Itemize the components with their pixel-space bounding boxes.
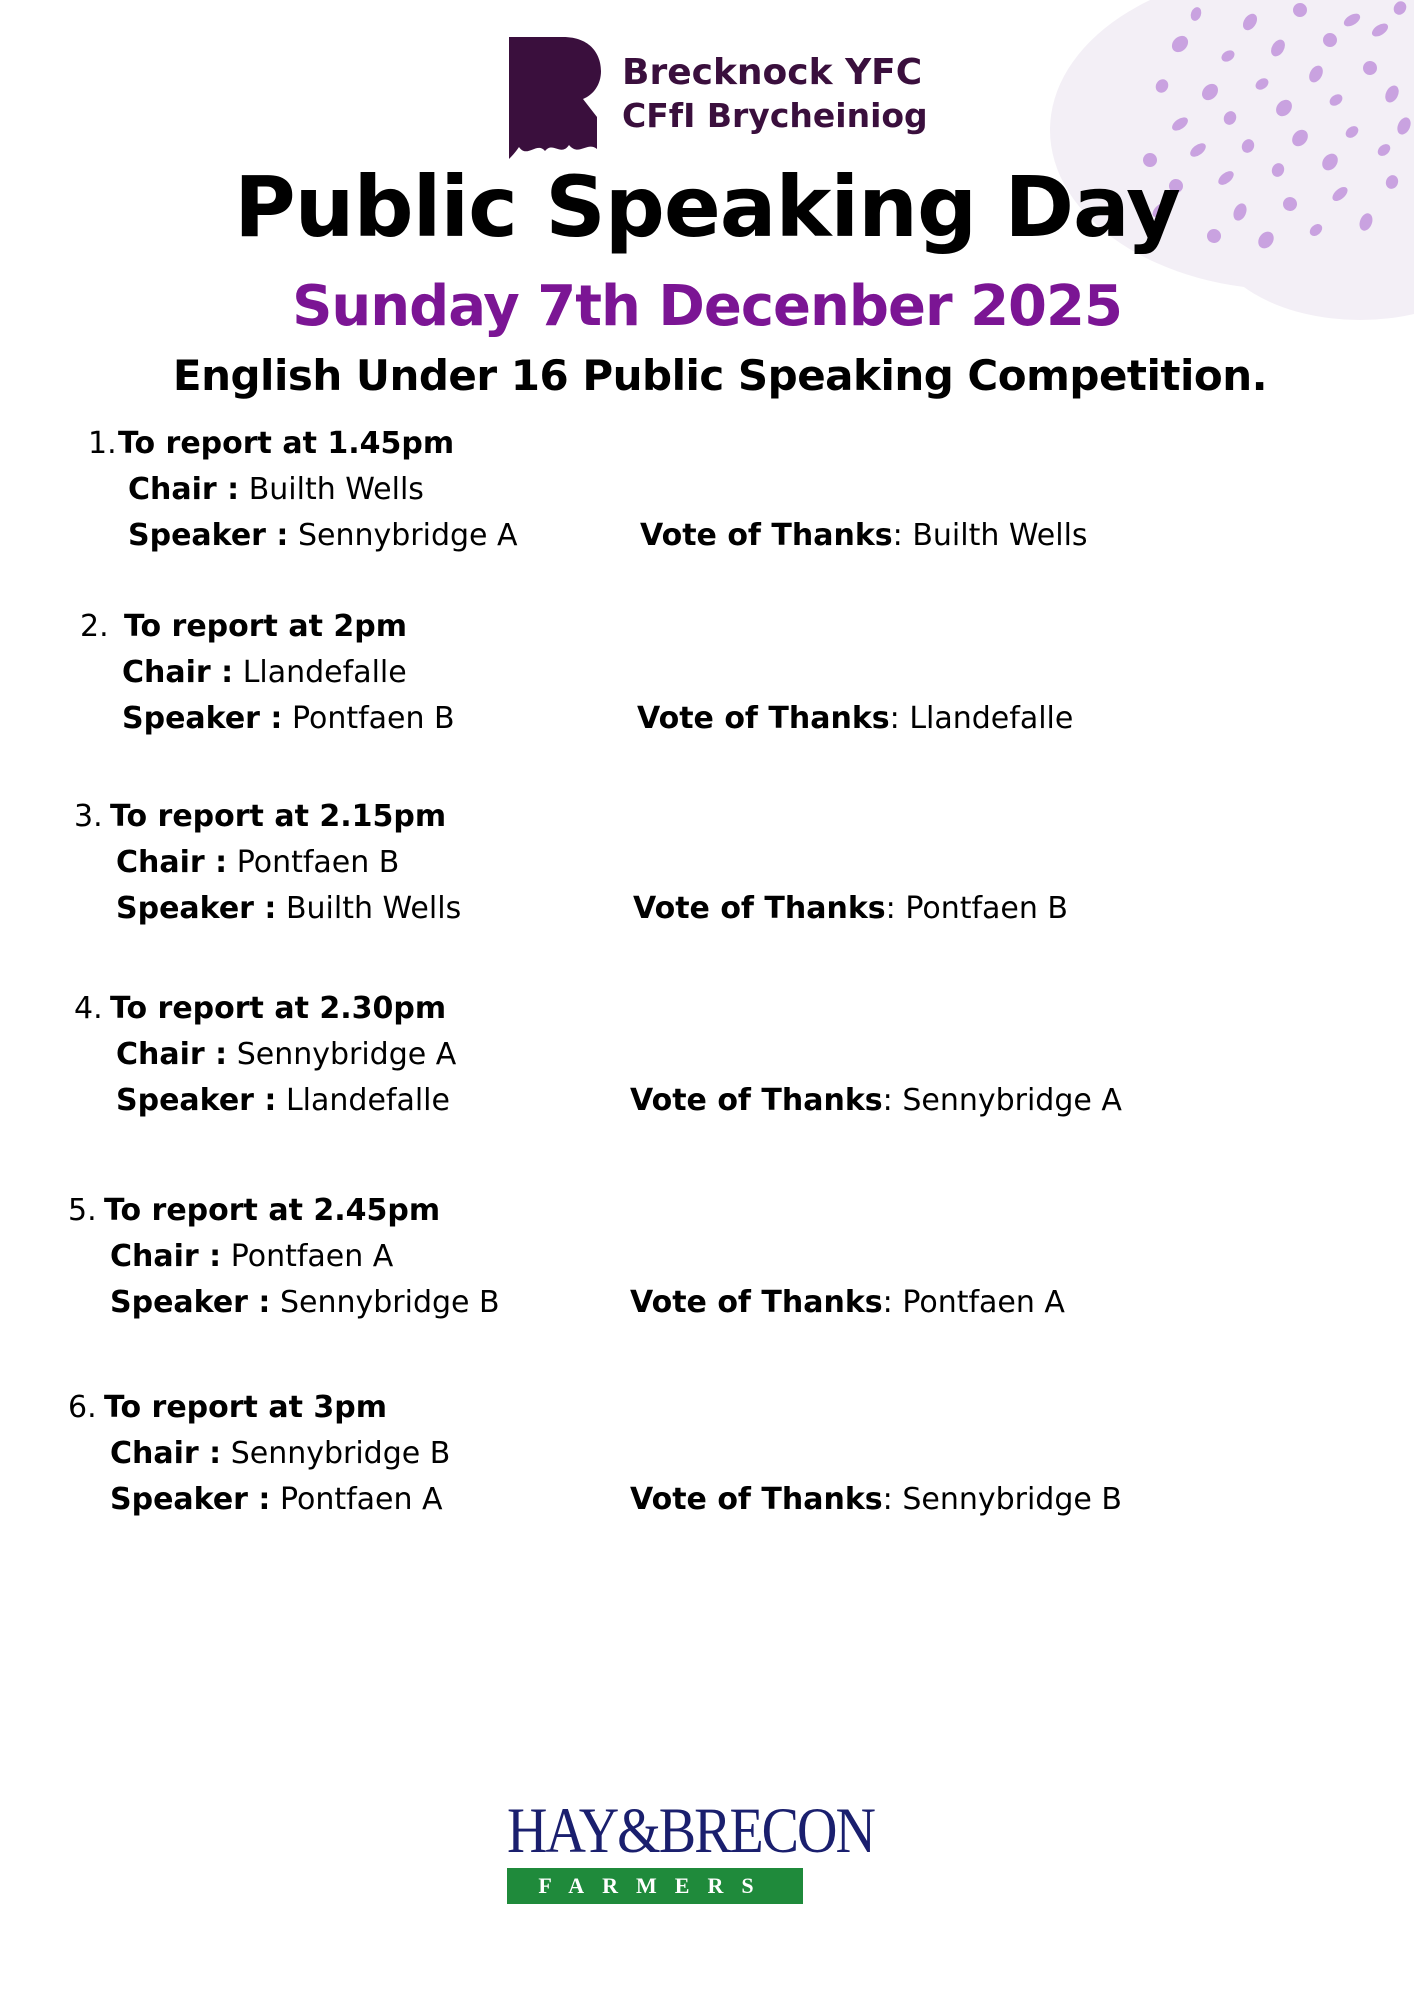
vote-separator: :: [889, 701, 910, 736]
slot-number: 3.: [74, 799, 103, 834]
slot-report-time: To report at 2.15pm: [110, 799, 447, 834]
page-title: Public Speaking Day: [234, 158, 1180, 256]
vote-club: Pontfaen A: [902, 1285, 1065, 1320]
speaker-club: Pontfaen B: [291, 701, 455, 736]
vote-club: Sennybridge A: [902, 1083, 1122, 1118]
speaker-club: Pontfaen A: [279, 1482, 443, 1517]
chair-club: Pontfaen A: [230, 1239, 394, 1274]
sponsor-band: FARMERS: [507, 1868, 803, 1904]
sponsor-logo: [507, 1784, 874, 1904]
chair-label: Chair :: [110, 1239, 222, 1274]
speaker-label: Speaker :: [122, 701, 283, 736]
vote-label: Vote of Thanks: [633, 891, 886, 926]
vote-separator: :: [882, 1083, 903, 1118]
slot-number: 2.: [80, 609, 109, 644]
vote-label: Vote of Thanks: [630, 1482, 883, 1517]
slot-speaker: [128, 513, 518, 559]
speaker-club: Sennybridge B: [279, 1285, 500, 1320]
slot-report-time: To report at 3pm: [104, 1390, 387, 1425]
slot-report-time: To report at 2pm: [124, 609, 407, 644]
chair-label: Chair :: [110, 1436, 222, 1471]
vote-separator: :: [892, 518, 913, 553]
chair-club: Sennybridge B: [230, 1436, 451, 1471]
speaker-club: Llandefalle: [285, 1083, 450, 1118]
vote-label: Vote of Thanks: [630, 1083, 883, 1118]
vote-separator: :: [882, 1285, 903, 1320]
slot-report-time: To report at 2.30pm: [110, 991, 447, 1026]
speaker-club: Sennybridge A: [297, 518, 518, 553]
slot-vote-of-thanks: [630, 1078, 1122, 1124]
vote-separator: :: [885, 891, 906, 926]
slot-chair: [116, 840, 399, 886]
vote-club: Llandefalle: [909, 701, 1074, 736]
org-name-english: Brecknock YFC: [622, 52, 923, 93]
slot-chair: [110, 1234, 393, 1280]
organisation-name: [622, 50, 928, 136]
chair-label: Chair :: [128, 472, 240, 507]
sponsor-name: HAY&BRECON: [507, 1795, 874, 1867]
speaker-label: Speaker :: [128, 518, 289, 553]
chair-club: Sennybridge A: [236, 1037, 457, 1072]
slot-chair: [110, 1431, 450, 1477]
speaker-label: Speaker :: [110, 1482, 271, 1517]
speaker-club: Builth Wells: [285, 891, 462, 926]
vote-club: Sennybridge B: [902, 1482, 1122, 1517]
slot-speaker: [122, 696, 455, 742]
slot-chair: [116, 1032, 456, 1078]
chair-club: Pontfaen B: [236, 845, 400, 880]
slot-number: 6.: [68, 1390, 97, 1425]
chair-label: Chair :: [116, 845, 228, 880]
chair-label: Chair :: [122, 655, 234, 690]
slot-speaker: [116, 886, 461, 932]
slot-speaker: [110, 1280, 500, 1326]
slot-vote-of-thanks: [630, 1280, 1065, 1326]
slot-speaker: [110, 1477, 443, 1523]
slot-number: 4.: [74, 991, 103, 1026]
slot-vote-of-thanks: [633, 886, 1068, 932]
competition-subtitle: English Under 16 Public Speaking Competition.: [172, 351, 1268, 400]
vote-label: Vote of Thanks: [640, 518, 893, 553]
brecknock-logo-icon: [505, 33, 605, 163]
vote-label: Vote of Thanks: [637, 701, 890, 736]
slot-chair: [128, 467, 424, 513]
speaker-label: Speaker :: [110, 1285, 271, 1320]
vote-separator: :: [882, 1482, 903, 1517]
vote-label: Vote of Thanks: [630, 1285, 883, 1320]
slot-report-time: To report at 1.45pm: [118, 426, 455, 461]
slot-speaker: [116, 1078, 450, 1124]
slot-vote-of-thanks: [637, 696, 1073, 742]
chair-label: Chair :: [116, 1037, 228, 1072]
vote-club: Builth Wells: [912, 518, 1088, 553]
speaker-label: Speaker :: [116, 891, 277, 926]
event-date: Sunday 7th Decenber 2025: [292, 274, 1122, 339]
slot-number: 1.: [88, 426, 117, 461]
slot-vote-of-thanks: [640, 513, 1088, 559]
org-name-welsh: CFfI Brycheiniog: [622, 96, 928, 135]
slot-number: 5.: [68, 1193, 97, 1228]
vote-club: Pontfaen B: [905, 891, 1068, 926]
slot-chair: [122, 650, 407, 696]
chair-club: Llandefalle: [242, 655, 407, 690]
speaker-label: Speaker :: [116, 1083, 277, 1118]
slot-vote-of-thanks: [630, 1477, 1122, 1523]
chair-club: Builth Wells: [248, 472, 424, 507]
slot-report-time: To report at 2.45pm: [104, 1193, 441, 1228]
